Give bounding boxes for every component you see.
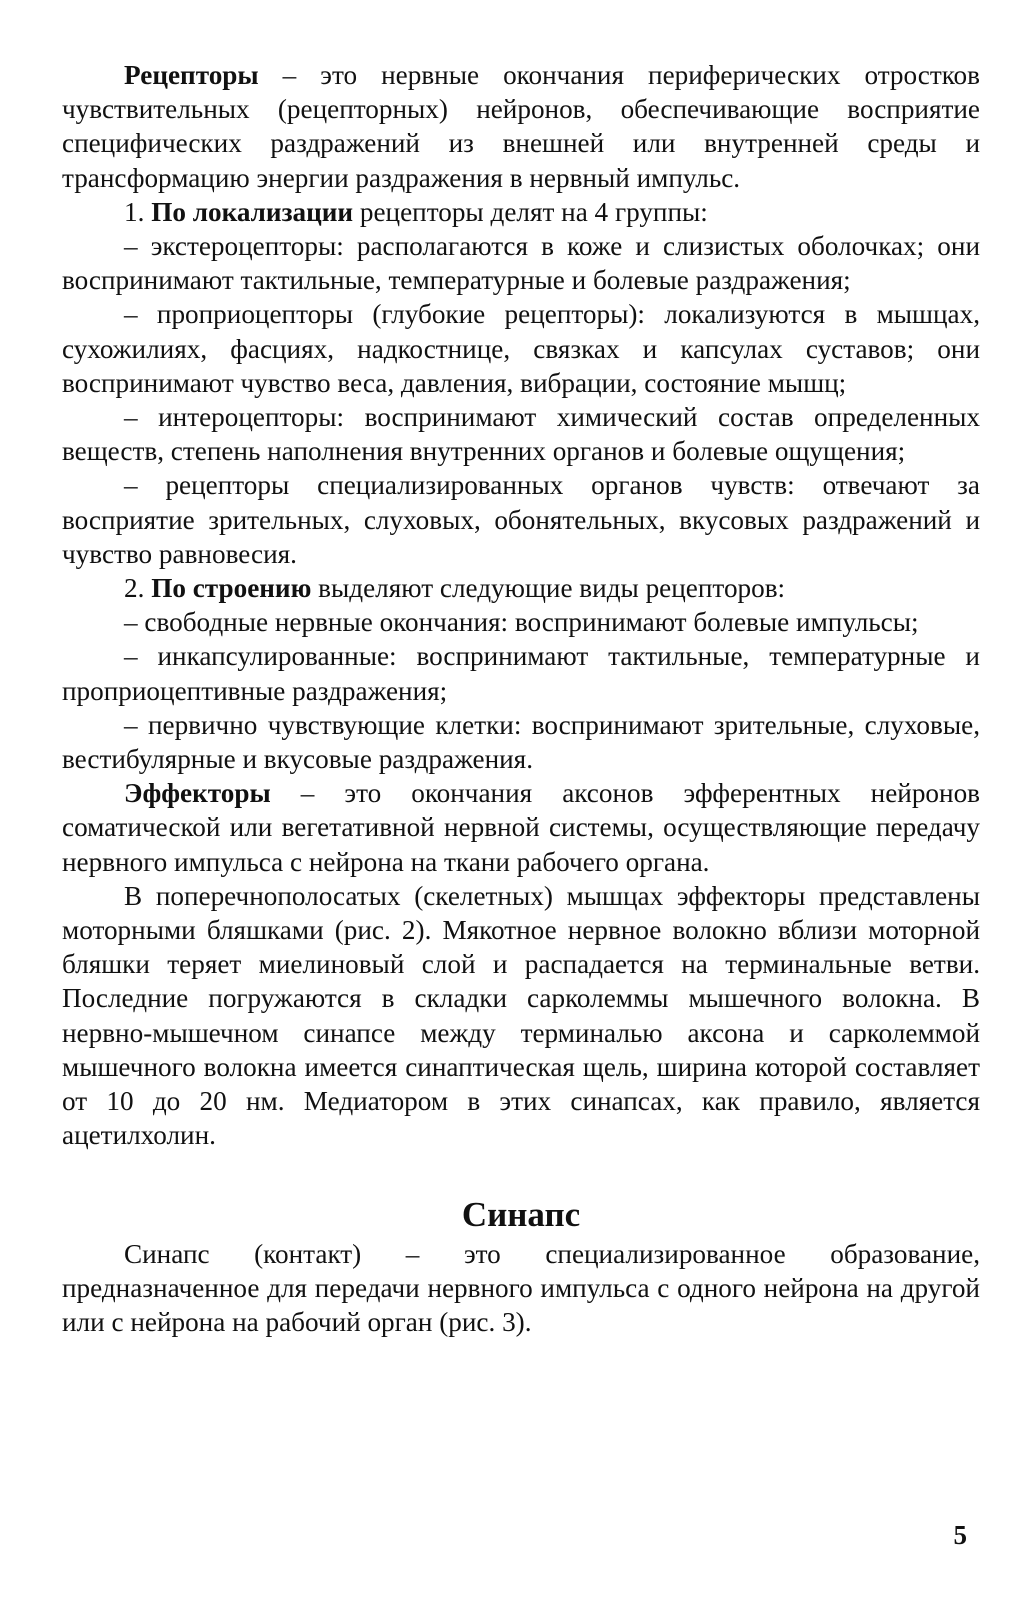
structure-intro xyxy=(62,571,980,605)
receptors-paragraph xyxy=(62,58,980,195)
effectors-definition: – это окончания аксонов эфферентных нейронов соматической или вегетативной нервной системы, осуществляющие передачу нервного импульса с нейрона на ткани рабочего органа. xyxy=(62,778,980,877)
structure-item-primary-cells: – первично чувствующие клетки: воспринимают зрительные, слуховые, вестибулярные и вкусовые раздражения. xyxy=(62,709,980,775)
structure-lead: По строению xyxy=(151,573,312,604)
structure-text: выделяют следующие виды рецепторов: xyxy=(311,573,786,604)
localization-text: рецепторы делят на 4 группы: xyxy=(353,196,708,227)
structure-item-free-endings: – свободные нервные окончания: воспринимают болевые импульсы; xyxy=(124,607,919,638)
synapse-paragraph: Синапс (контакт) – это специализированное образование, предназначенное для передачи нервного импульса с одного нейрона на другой или с нейрона на рабочий орган (рис. 3). xyxy=(62,1238,980,1337)
page-body xyxy=(62,58,980,1339)
localization-item-interoceptors: – интероцепторы: воспринимают химический состав определенных веществ, степень наполнения внутренних органов и болевые ощущения; xyxy=(62,402,980,467)
localization-item-sense-organs: – рецепторы специализированных органов чувств: отвечают за восприятие зрительных, слуховых, обонятельных, вкусовых раздражений и чувство равновесия. xyxy=(62,470,980,569)
effectors-term: Эффекторы xyxy=(124,778,271,809)
localization-item-proprioceptors: – проприоцепторы (глубокие рецепторы): локализуются в мышцах, сухожилиях, фасциях, надкостнице, связках и капсулах суставов; они воспринимают чувство веса, давления, вибрации, состояние мышц; xyxy=(62,299,980,398)
localization-item-exteroceptors: – экстероцепторы: располагаются в коже и слизистых оболочках; они воспринимают тактильные, температурные и болевые раздражения; xyxy=(62,231,980,296)
effectors-motor-plaques-paragraph: В поперечнополосатых (скелетных) мышцах эффекторы представлены моторными бляшками (рис. 2). Мякотное нервное волокно вблизи моторной бляшки теряет миелиновый слой и распадается на терминальные ветви. Последние погружаются в складки сарколеммы мышечного волокна. В нервно-мышечном синапсе между терминалью аксона и сарколеммой мышечного волокна имеется синаптическая щель, ширина которой составляет от 10 до 20 нм. Медиатором в этих синапсах, как правило, является ацетилхолин. xyxy=(62,880,980,1151)
page-number: 5 xyxy=(953,1520,967,1550)
receptors-definition: – это нервные окончания периферических отростков чувствительных (рецепторных) нейронов, обеспечивающие восприятие специфических раздражений из внешней или внутренней среды и трансформацию энергии раздражения в нервный импульс. xyxy=(62,60,980,193)
localization-lead: По локализации xyxy=(151,196,354,227)
localization-number: 1. xyxy=(124,196,152,227)
receptors-term: Рецепторы xyxy=(124,60,259,90)
structure-item-encapsulated: – инкапсулированные: воспринимают тактильные, температурные и проприоцептивные раздражения; xyxy=(62,641,980,706)
effectors-paragraph xyxy=(62,776,980,879)
structure-number: 2. xyxy=(124,573,152,604)
synapse-heading: Синапс xyxy=(461,1194,581,1234)
localization-intro xyxy=(62,195,980,229)
